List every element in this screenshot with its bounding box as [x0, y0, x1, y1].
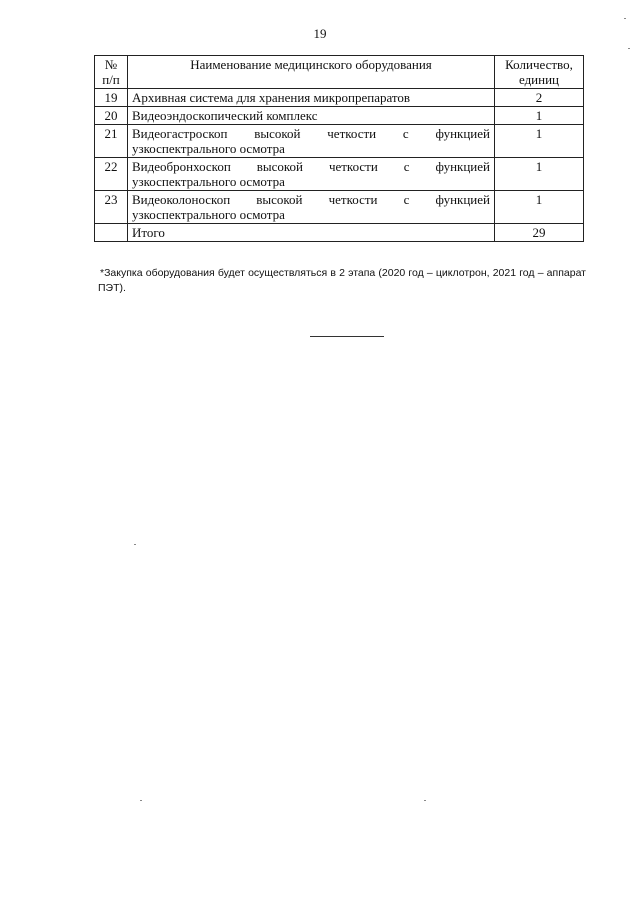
row-number: 22: [95, 158, 128, 191]
page-number: 19: [313, 26, 327, 41]
row-number: 19: [95, 89, 128, 107]
table-row: [95, 158, 584, 191]
scan-speck: [134, 544, 136, 545]
header-name: Наименование медицинского оборудования: [128, 56, 495, 89]
row-quantity: 1: [495, 158, 584, 191]
scan-speck: [140, 800, 142, 801]
total-number: [95, 224, 128, 242]
scan-speck: [628, 48, 630, 49]
table-row: [95, 89, 584, 107]
footnote: *Закупка оборудования будет осуществляться в 2 этапа (2020 год – циклотрон, 2021 год – аппарат ПЭТ).: [98, 267, 586, 294]
equipment-table: [94, 55, 584, 242]
row-name: Видеогастроскоп высокой четкости с функцией узкоспектрального осмотра: [128, 125, 495, 158]
row-number: 21: [95, 125, 128, 158]
table-total-row: [95, 224, 584, 242]
table-row: [95, 191, 584, 224]
row-quantity: 1: [495, 107, 584, 125]
row-name: Видеоэндоскопический комплекс: [128, 107, 495, 125]
row-quantity: 1: [495, 191, 584, 224]
scan-speck: [424, 800, 426, 801]
end-divider: [310, 336, 384, 337]
row-name: Видеобронхоскоп высокой четкости с функцией узкоспектрального осмотра: [128, 158, 495, 191]
row-name: Архивная система для хранения микропрепаратов: [128, 89, 495, 107]
header-number: № п/п: [95, 56, 128, 89]
row-quantity: 2: [495, 89, 584, 107]
row-number: 20: [95, 107, 128, 125]
scan-speck: [624, 18, 626, 19]
row-quantity: 1: [495, 125, 584, 158]
row-number: 23: [95, 191, 128, 224]
header-quantity: Количество, единиц: [495, 56, 584, 89]
total-quantity: 29: [495, 224, 584, 242]
table-row: [95, 107, 584, 125]
row-name: Видеоколоноскоп высокой четкости с функцией узкоспектрального осмотра: [128, 191, 495, 224]
total-label: Итого: [128, 224, 495, 242]
table-header-row: [95, 56, 584, 89]
table-row: [95, 125, 584, 158]
